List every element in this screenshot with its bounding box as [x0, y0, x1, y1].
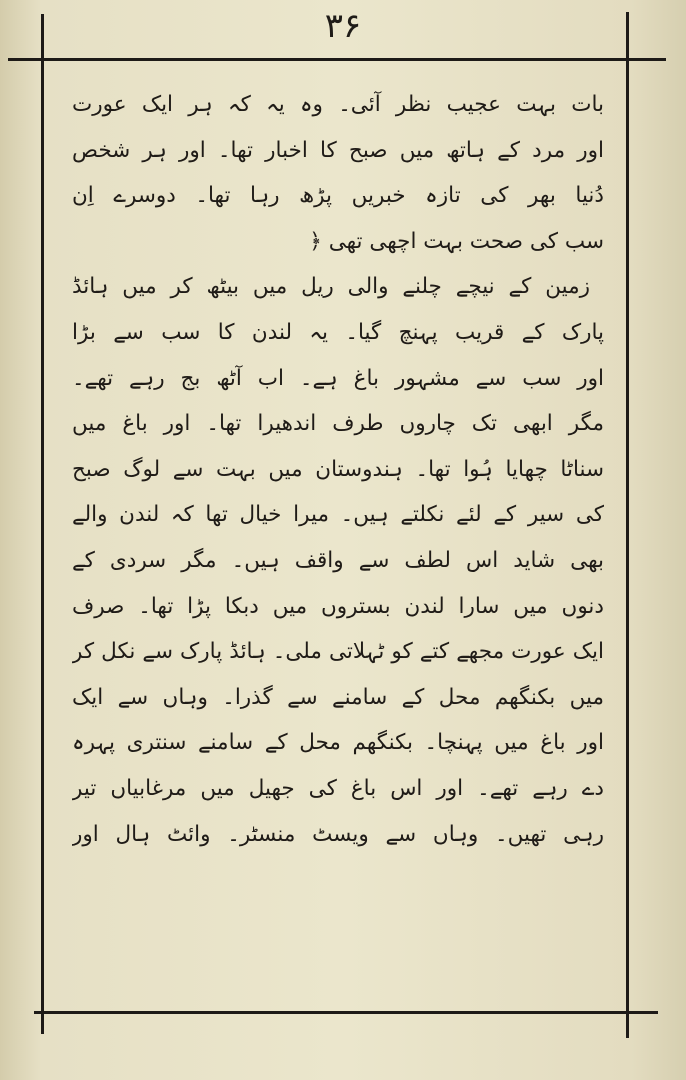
body-text: [72, 82, 604, 997]
left-margin-rule: [41, 14, 44, 1034]
text-line: بات بہت عجیب نظر آئی۔ وہ یہ کہ ہر ایک عورت: [72, 92, 604, 117]
text-line: سناٹا چھایا ہُوا تھا۔ ہندوستان میں بہت سے لوگ صبح: [72, 456, 604, 482]
text-line: اور باغ میں پہنچا۔ بکنگھم محل کے سامنے سنتری پہرہ: [72, 730, 604, 756]
top-rule: [8, 58, 666, 61]
page-number: ۳۶: [324, 6, 362, 46]
text-line: پارک کے قریب پہنچ گیا۔ یہ لندن کا سب سے بڑا: [72, 319, 604, 345]
text-line: سب کی صحت بہت اچھی تھی ﴿: [309, 228, 604, 254]
text-line: کی سیر کے لئے نکلتے ہیں۔ میرا خیال تھا کہ لندن والے: [72, 502, 604, 528]
text-line: بھی شاید اس لطف سے واقف ہیں۔ مگر سردی کے: [72, 547, 604, 573]
text-line: دُنیا بھر کی تازہ خبریں پڑھ رہا تھا۔ دوسرے اِن: [72, 183, 604, 209]
text-line: ایک عورت مجھے کتے کو ٹہلاتی ملی۔ ہائڈ پارک سے نکل کر: [72, 639, 604, 665]
text-line: دنوں میں سارا لندن بستروں میں دبکا پڑا تھا۔ صرف: [72, 593, 604, 619]
text-line: اور سب سے مشہور باغ ہے۔ اب آٹھ بج رہے تھے۔: [72, 365, 604, 391]
text-line: دے رہے تھے۔ اور اس باغ کی جھیل میں مرغابیاں تیر: [72, 775, 604, 801]
text-line: رہی تھیں۔ وہاں سے ویسٹ منسٹر۔ وائٹ ہال اور: [72, 821, 604, 847]
text-line: میں بکنگھم محل کے سامنے سے گذرا۔ وہاں سے ایک: [72, 684, 604, 710]
right-margin-rule: [626, 12, 629, 1038]
text-line: اور مرد کے ہاتھ میں صبح کا اخبار تھا۔ اور ہر شخص: [72, 137, 604, 163]
text-line: مگر ابھی تک چاروں طرف اندھیرا تھا۔ اور باغ میں: [72, 411, 604, 437]
bottom-rule: [34, 1011, 658, 1014]
text-line: زمین کے نیچے چلنے والی ریل میں بیٹھ کر میں ہائڈ: [72, 274, 590, 300]
